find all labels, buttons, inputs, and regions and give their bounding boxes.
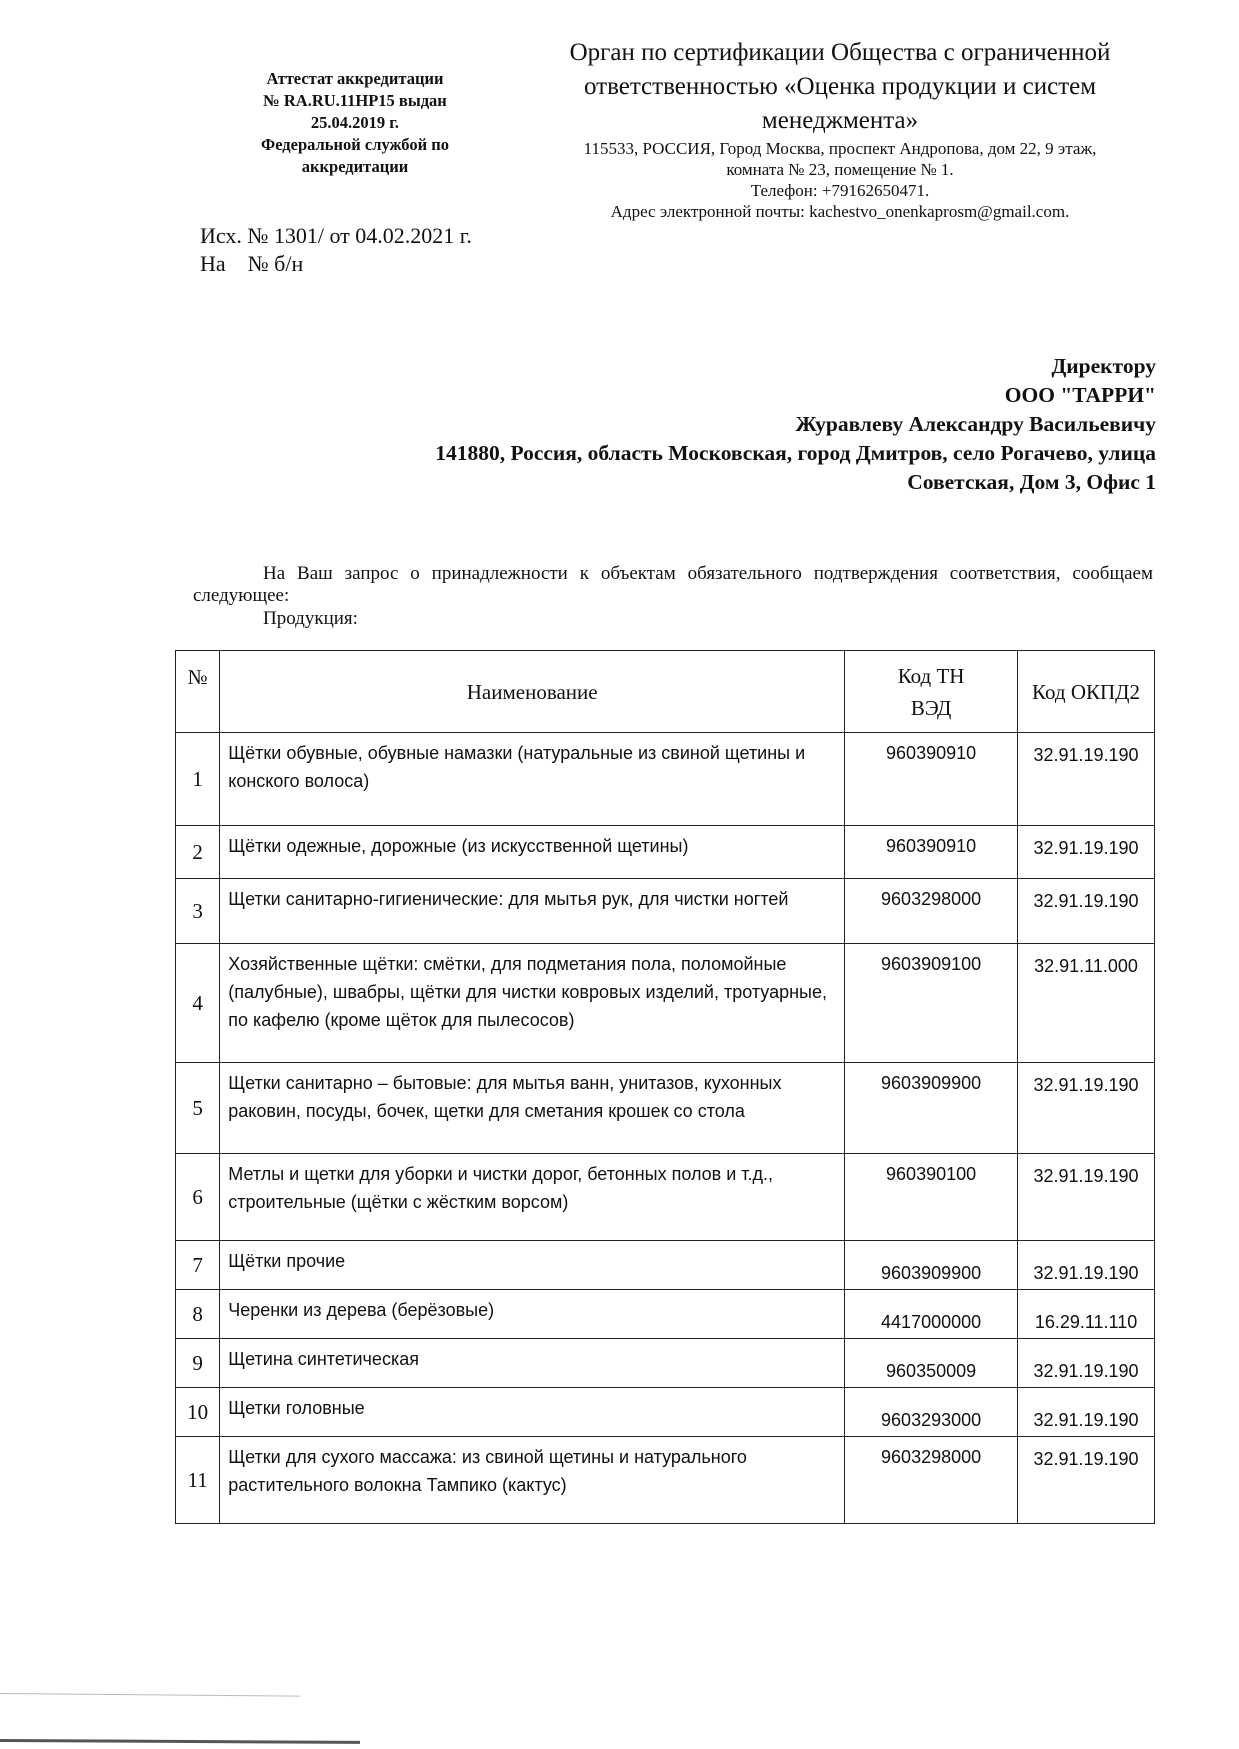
header-name: Наименование bbox=[220, 651, 845, 733]
row-number: 11 bbox=[176, 1437, 220, 1524]
table-row bbox=[176, 733, 1155, 826]
row-okpd2: 32.91.19.190 bbox=[1018, 1154, 1155, 1241]
row-tnved: 9603909900 bbox=[845, 1063, 1018, 1154]
row-number: 7 bbox=[176, 1241, 220, 1290]
table-row bbox=[176, 1290, 1155, 1339]
table-row bbox=[176, 1063, 1155, 1154]
table-row bbox=[176, 826, 1155, 879]
table-header-row bbox=[176, 651, 1155, 733]
addressee-block bbox=[256, 352, 1156, 497]
addressee-address-cont: Советская, Дом 3, Офис 1 bbox=[907, 470, 1156, 494]
row-tnved: 960390910 bbox=[845, 826, 1018, 879]
organization-phone: Телефон: +79162650471. bbox=[750, 181, 930, 200]
table-row bbox=[176, 1388, 1155, 1437]
row-tnved: 960390910 bbox=[845, 733, 1018, 826]
row-okpd2: 32.91.19.190 bbox=[1018, 1241, 1155, 1290]
row-number: 9 bbox=[176, 1339, 220, 1388]
in-reply-to bbox=[200, 250, 472, 278]
row-name: Щетки санитарно-гигиенические: для мытья рук, для чистки ногтей bbox=[220, 879, 845, 944]
row-tnved: 4417000000 bbox=[845, 1290, 1018, 1339]
row-tnved: 960350009 bbox=[845, 1339, 1018, 1388]
row-name: Щетина синтетическая bbox=[220, 1339, 845, 1388]
row-name: Щётки прочие bbox=[220, 1241, 845, 1290]
row-number: 3 bbox=[176, 879, 220, 944]
row-number: 5 bbox=[176, 1063, 220, 1154]
scan-artifact-line bbox=[0, 1693, 300, 1697]
letter-body bbox=[193, 563, 1153, 630]
row-number: 1 bbox=[176, 733, 220, 826]
header-tnved bbox=[845, 651, 1018, 733]
table-row bbox=[176, 1241, 1155, 1290]
row-okpd2: 32.91.19.190 bbox=[1018, 733, 1155, 826]
products-table bbox=[175, 650, 1155, 1524]
organization-address-cont: комната № 23, помещение № 1. bbox=[726, 160, 954, 179]
row-okpd2: 16.29.11.110 bbox=[1018, 1290, 1155, 1339]
accreditation-issuer-cont: аккредитации bbox=[301, 157, 409, 176]
row-name: Хозяйственные щётки: смётки, для подметания пола, поломойные (палубные), швабры, щётки для чистки ковровых изделий, тротуарные, по кафелю (кроме щёток для пылесосов) bbox=[220, 944, 845, 1063]
row-tnved: 9603909900 bbox=[845, 1241, 1018, 1290]
letterhead bbox=[520, 36, 1160, 222]
addressee-position: Директору bbox=[1051, 354, 1156, 378]
header-okpd2: Код ОКПД2 bbox=[1018, 651, 1155, 733]
table-row bbox=[176, 879, 1155, 944]
row-number: 2 bbox=[176, 826, 220, 879]
row-okpd2: 32.91.19.190 bbox=[1018, 879, 1155, 944]
row-okpd2: 32.91.19.190 bbox=[1018, 1063, 1155, 1154]
header-num: № bbox=[176, 651, 220, 733]
row-name: Метлы и щетки для уборки и чистки дорог, бетонных полов и т.д., строительные (щётки с жёстким ворсом) bbox=[220, 1154, 845, 1241]
organization-name-line: ответственностью «Оценка продукции и систем bbox=[583, 73, 1097, 100]
row-tnved: 9603293000 bbox=[845, 1388, 1018, 1437]
table-row bbox=[176, 1437, 1155, 1524]
row-name: Щётки обувные, обувные намазки (натуральные из свиной щетины и конского волоса) bbox=[220, 733, 845, 826]
accreditation-issuer: Федеральной службой по bbox=[261, 135, 449, 154]
row-number: 10 bbox=[176, 1388, 220, 1437]
addressee-name: Журавлеву Александру Васильевичу bbox=[795, 412, 1156, 436]
organization-contacts bbox=[520, 138, 1160, 222]
row-okpd2: 32.91.19.190 bbox=[1018, 1437, 1155, 1524]
accreditation-date: 25.04.2019 г. bbox=[310, 113, 400, 132]
row-okpd2: 32.91.19.190 bbox=[1018, 826, 1155, 879]
addressee-company: ООО "ТАРРИ" bbox=[1004, 383, 1156, 407]
row-tnved: 960390100 bbox=[845, 1154, 1018, 1241]
accreditation-line: Аттестат аккредитации bbox=[266, 69, 444, 88]
organization-address: 115533, РОССИЯ, Город Москва, проспект Андропова, дом 22, 9 этаж, bbox=[583, 139, 1097, 158]
row-number: 6 bbox=[176, 1154, 220, 1241]
accreditation-number: № RA.RU.11НР15 выдан bbox=[263, 91, 447, 110]
header-tnved-line1: Код ТН bbox=[897, 663, 965, 688]
row-tnved: 9603298000 bbox=[845, 1437, 1018, 1524]
scan-artifact-edge bbox=[0, 1739, 360, 1744]
organization-name-line: менеджмента» bbox=[761, 107, 919, 134]
row-number: 4 bbox=[176, 944, 220, 1063]
table-row bbox=[176, 1154, 1155, 1241]
organization-name bbox=[520, 36, 1160, 138]
reference-block bbox=[200, 222, 472, 278]
addressee-address: 141880, Россия, область Московская, город Дмитров, село Рогачево, улица bbox=[435, 441, 1156, 465]
in-reply-label: На bbox=[200, 251, 226, 276]
outgoing-number: Исх. № 1301/ от 04.02.2021 г. bbox=[200, 223, 472, 248]
row-name: Щётки одежные, дорожные (из искусственной щетины) bbox=[220, 826, 845, 879]
row-name: Щетки головные bbox=[220, 1388, 845, 1437]
table-row bbox=[176, 1339, 1155, 1388]
row-name: Щетки санитарно – бытовые: для мытья ванн, унитазов, кухонных раковин, посуды, бочек, щетки для сметания крошек со стола bbox=[220, 1063, 845, 1154]
row-okpd2: 32.91.11.000 bbox=[1018, 944, 1155, 1063]
row-okpd2: 32.91.19.190 bbox=[1018, 1339, 1155, 1388]
in-reply-number: № б/н bbox=[247, 251, 304, 276]
header-tnved-line2: ВЭД bbox=[910, 695, 952, 720]
row-tnved: 9603298000 bbox=[845, 879, 1018, 944]
row-name: Щетки для сухого массажа: из свиной щетины и натурального растительного волокна Тампико (кактус) bbox=[220, 1437, 845, 1524]
accreditation-block bbox=[205, 68, 505, 178]
products-label: Продукция: bbox=[263, 608, 358, 629]
table-row bbox=[176, 944, 1155, 1063]
row-number: 8 bbox=[176, 1290, 220, 1339]
row-name: Черенки из дерева (берёзовые) bbox=[220, 1290, 845, 1339]
row-okpd2: 32.91.19.190 bbox=[1018, 1388, 1155, 1437]
organization-name-line: Орган по сертификации Общества с ограниченной bbox=[569, 39, 1111, 66]
intro-paragraph: На Ваш запрос о принадлежности к объектам обязательного подтверждения соответствия, сообщаем следующее: bbox=[193, 563, 1153, 606]
organization-email: Адрес электронной почты: kachestvo_onenkaprosm@gmail.com. bbox=[610, 202, 1070, 221]
row-tnved: 9603909100 bbox=[845, 944, 1018, 1063]
